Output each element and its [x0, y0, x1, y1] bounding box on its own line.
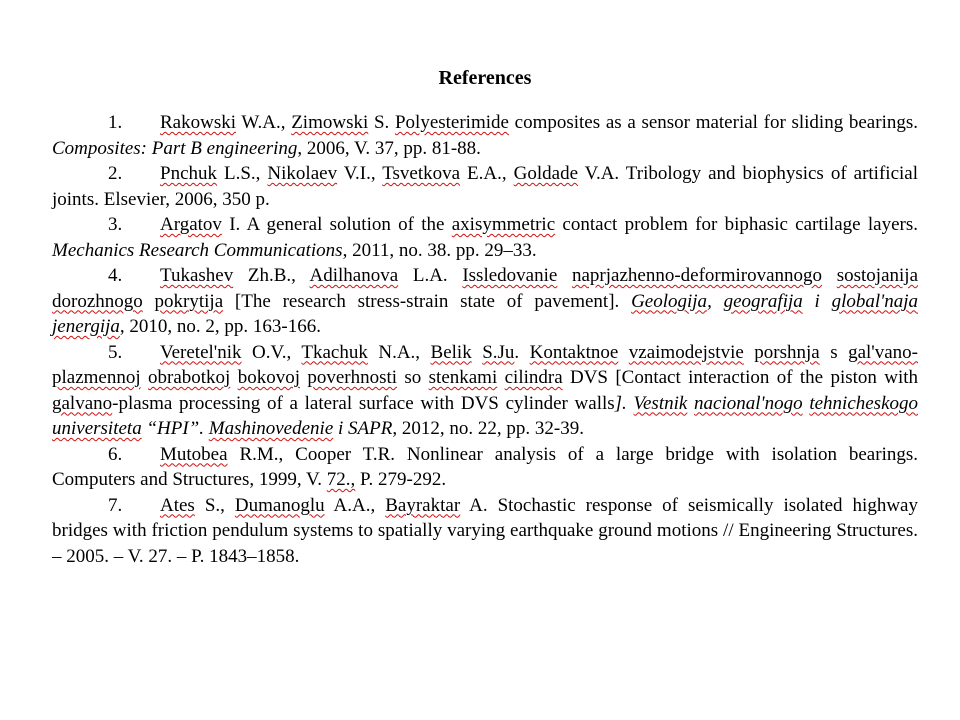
reference-text: so [397, 367, 429, 388]
reference-text: naprjazhenno-deformirovannogo [571, 265, 823, 286]
reference-text: Composites: Part B engineering [52, 137, 298, 159]
reference-text: -plasma processing of a lateral surface with DVS cylinder walls [112, 392, 615, 414]
reference-text: V.I., [337, 163, 383, 184]
reference-text: jenergija [52, 316, 120, 337]
reference-number: 5. [108, 341, 123, 363]
reference-text: A.A., [324, 494, 386, 516]
reference-text: I. A general solution of the [221, 214, 452, 235]
reference-text: obrabotkoj [148, 367, 231, 388]
reference-text: i [802, 290, 832, 312]
reference-text: Tkachuk [301, 341, 368, 363]
reference-text [822, 265, 837, 286]
reference-item [52, 263, 918, 340]
reference-text: Ates [160, 494, 195, 516]
reference-text: Rakowski [160, 112, 236, 133]
reference-item [52, 340, 918, 442]
reference-text: galvano [52, 392, 113, 414]
reference-list [52, 110, 918, 569]
reference-text: bokovoj [237, 367, 300, 388]
reference-item [52, 212, 918, 263]
reference-item [52, 493, 918, 570]
reference-text: Pnchuk [160, 163, 217, 184]
reference-text [230, 367, 237, 388]
reference-text: W.A., [236, 112, 292, 133]
reference-item [52, 442, 918, 493]
reference-text: DVS [Contact interaction of the piston with [562, 367, 919, 388]
reference-text: nacional'nogo [694, 392, 803, 414]
reference-text: L.S., [217, 163, 268, 184]
reference-text: Veretel'nik [160, 341, 242, 363]
reference-text: Geologija [631, 290, 708, 312]
reference-text [744, 342, 754, 363]
reference-text: . [514, 341, 530, 363]
reference-text: sostojanija [836, 265, 919, 286]
reference-number: 2. [108, 163, 123, 184]
reference-text: geografija [723, 290, 803, 312]
reference-text: N.A., [367, 341, 431, 363]
reference-text: Vestnik [633, 392, 688, 414]
reference-text: Goldade [513, 163, 579, 184]
reference-text: S., [194, 494, 235, 516]
reference-text: Dumanoglu [234, 494, 325, 516]
reference-text [143, 291, 155, 312]
reference-text: Belik [430, 341, 472, 363]
page-title: References [438, 67, 532, 89]
reference-text: Polyesterimide [394, 112, 509, 133]
reference-text: composites as a sensor material for sliding bearings. [508, 112, 918, 133]
reference-number: 6. [108, 443, 123, 465]
references-page [52, 64, 918, 569]
reference-text: P. 279-292. [355, 469, 447, 490]
reference-text: contact problem for biphasic cartilage layers. [555, 214, 918, 235]
reference-text: [The research stress-strain state of pavement]. [223, 290, 632, 312]
reference-text: Mechanics Research Communications [52, 239, 343, 261]
reference-text: axisymmetric [451, 214, 556, 235]
reference-text [472, 342, 482, 363]
reference-text: Kontaktnoe [529, 341, 619, 363]
reference-text: Nikolaev [267, 163, 338, 184]
reference-text: Mashinovedenie [208, 418, 334, 439]
reference-text: Zh.B., [233, 265, 310, 286]
reference-text: ]. [614, 392, 634, 414]
reference-text: E.A., [460, 163, 514, 184]
reference-text: , [707, 290, 724, 312]
reference-text: R.M., Cooper T.R. Nonlinear analysis of a large bridge with isolation bearings. Computers and Structures, 1999, V. [52, 443, 918, 490]
reference-text: Mutobea [160, 443, 228, 465]
reference-text: , 2010, no. 2, pp. 163-166. [119, 316, 321, 337]
reference-text: L.A. [398, 265, 463, 286]
reference-number: 7. [108, 494, 123, 516]
reference-item [52, 161, 918, 212]
reference-text: tehnicheskogo [809, 392, 919, 414]
reference-text: V.A. Tribology and biophysics of artificial joints. Elsevier, 2006, 350 p. [52, 163, 918, 210]
reference-text: stenkami [428, 367, 498, 388]
reference-text: Issledovanie [462, 265, 558, 286]
reference-text [618, 342, 628, 363]
reference-text: “HPI”. [141, 418, 209, 439]
reference-text: Adilhanova [309, 265, 399, 286]
reference-text: gal'vano-plazmennoj [52, 341, 918, 388]
reference-text: Zimowski [291, 112, 369, 133]
reference-text: 72., [326, 469, 356, 490]
reference-text: Tsvetkova [382, 163, 461, 184]
reference-text: , 2006, V. 37, pp. 81-88. [297, 137, 481, 159]
reference-text: , 2012, no. 22, pp. 32-39. [392, 418, 584, 439]
reference-text: pokrytija [154, 290, 224, 312]
reference-text: cilindra [504, 367, 563, 388]
reference-text [497, 367, 504, 388]
reference-text: Bayraktar [385, 494, 461, 516]
reference-number: 3. [108, 214, 123, 235]
reference-text: global'naja [831, 290, 918, 312]
reference-number: 1. [108, 112, 123, 133]
reference-text: S.Ju [482, 341, 515, 363]
reference-text: O.V., [241, 341, 302, 363]
reference-text: porshnja [754, 341, 820, 363]
reference-text: Argatov [160, 214, 222, 235]
reference-text: , 2011, no. 38. pp. 29–33. [342, 239, 537, 261]
reference-number: 4. [108, 265, 123, 286]
reference-text: universiteta [52, 418, 142, 439]
reference-text: poverhnosti [307, 367, 398, 388]
reference-text: Tukashev [160, 265, 234, 286]
reference-item [52, 110, 918, 161]
reference-text [141, 367, 148, 388]
reference-text: S. [368, 112, 395, 133]
reference-text: i SAPR [333, 418, 393, 439]
reference-text: s [819, 341, 849, 363]
reference-text: A. Stochastic response of seismically isolated highway bridges with friction pendulum systems to spatially varying earthquake ground motions // Engineering Structures. – 2005. – V. 27. – P. 1843–1858. [52, 494, 918, 567]
reference-text [557, 265, 572, 286]
reference-text: dorozhnogo [52, 290, 143, 312]
reference-text: vzaimodejstvie [628, 341, 744, 363]
